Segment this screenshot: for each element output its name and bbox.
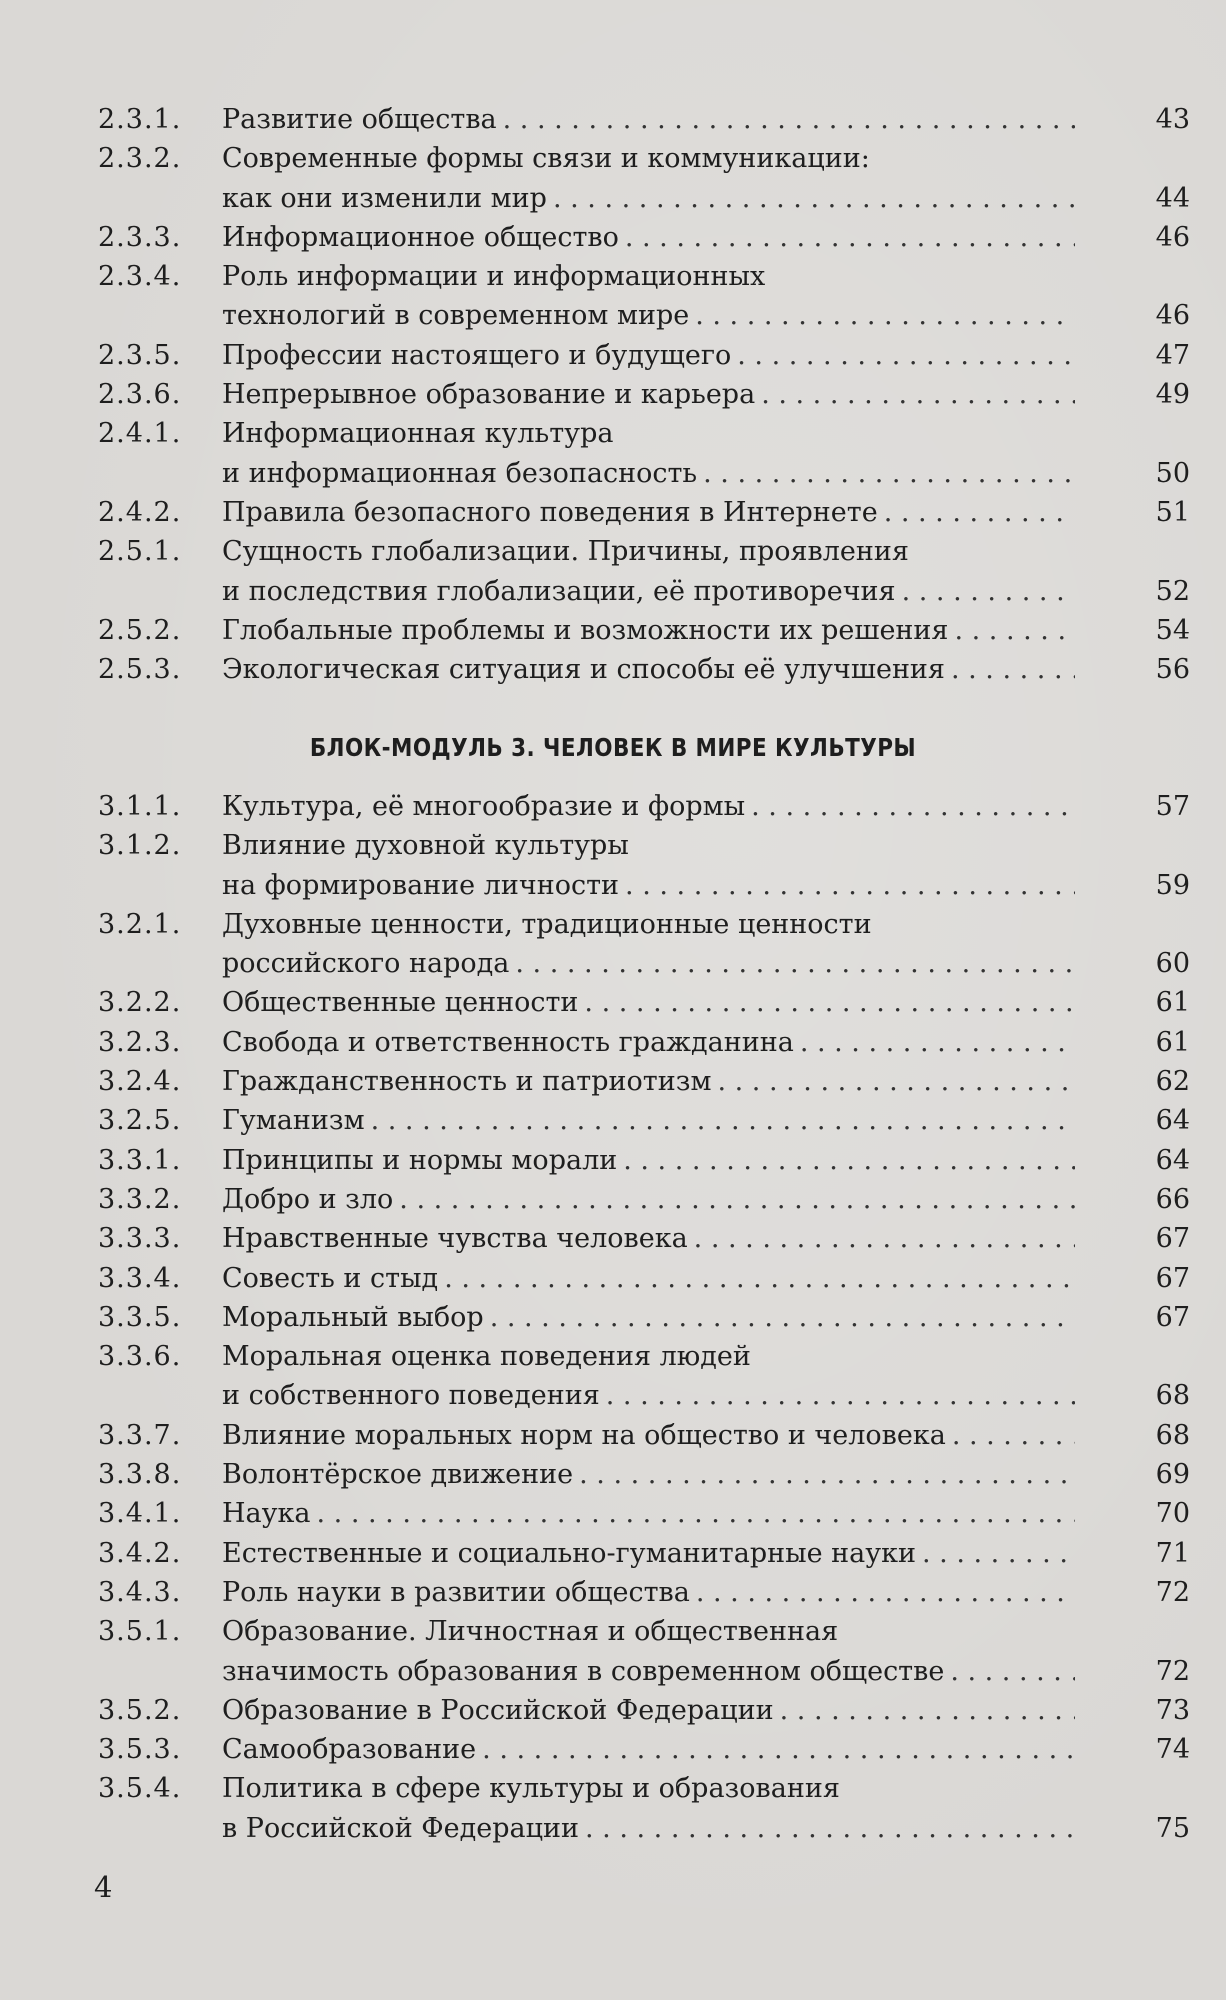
- toc-entry-page: 68: [1155, 1380, 1190, 1412]
- toc-entry-line: [98, 100, 1198, 139]
- toc-entry-line: [98, 866, 1198, 905]
- dot-leader: [371, 1101, 1075, 1140]
- toc-entry: [98, 787, 1198, 826]
- dot-leader: [490, 1298, 1075, 1337]
- toc-entry-title: Духовные ценности, традиционные ценности: [222, 908, 872, 940]
- toc-entry-page: 67: [1155, 1301, 1190, 1333]
- toc-entry-page: 44: [1155, 182, 1190, 214]
- dot-leader: [625, 866, 1075, 905]
- toc-entry-title: и последствия глобализации, её противоречия: [222, 575, 896, 607]
- dot-leader: [696, 1573, 1075, 1612]
- toc-entry-title: Нравственные чувства человека: [222, 1223, 688, 1255]
- toc-entry-title: и информационная безопасность: [222, 457, 698, 489]
- toc-entry-number: 3.3.3.: [98, 1223, 182, 1255]
- toc-entry-page: 71: [1155, 1537, 1190, 1569]
- toc-entry-page: 70: [1155, 1498, 1190, 1530]
- toc-entry-title: Общественные ценности: [222, 987, 579, 1019]
- toc-entry-number: 2.3.5.: [98, 339, 182, 371]
- dot-leader: [579, 1455, 1075, 1494]
- toc-entry-title: Сущность глобализации. Причины, проявления: [222, 536, 909, 568]
- toc-entry-line: [98, 1062, 1198, 1101]
- toc-entry-number: 2.5.1.: [98, 536, 182, 568]
- toc-entry-title: Совесть и стыд: [222, 1262, 439, 1294]
- toc-entry-page: 49: [1155, 379, 1190, 411]
- toc-entry-line: [98, 787, 1198, 826]
- toc-entry-number: 2.3.2.: [98, 143, 182, 175]
- toc-entry-number: 3.2.5.: [98, 1105, 182, 1137]
- toc-entry-line: [98, 1023, 1198, 1062]
- toc-entry-number: 3.3.2.: [98, 1183, 182, 1215]
- toc-entry: [98, 532, 1198, 611]
- dot-leader: [902, 572, 1075, 611]
- toc-entry-title: Влияние духовной культуры: [222, 830, 629, 862]
- toc-entry-page: 75: [1155, 1812, 1190, 1844]
- toc-entry: [98, 1534, 1198, 1573]
- dot-leader: [761, 375, 1075, 414]
- toc-entry-number: 3.5.1.: [98, 1616, 182, 1648]
- toc-entry-page: 56: [1155, 654, 1190, 686]
- toc-entry-number: 3.2.1.: [98, 908, 182, 940]
- toc-entry-title: Развитие общества: [222, 104, 497, 135]
- toc-entry: [98, 139, 1198, 218]
- dot-leader: [606, 1376, 1075, 1415]
- toc-entry-page: 68: [1155, 1419, 1190, 1451]
- toc-entry-title: Самообразование: [222, 1734, 477, 1766]
- toc-entry-title: Моральная оценка поведения людей: [222, 1341, 751, 1373]
- toc-entry-title: Наука: [222, 1498, 311, 1530]
- toc-entry: [98, 1455, 1198, 1494]
- toc-entry-page: 72: [1155, 1576, 1190, 1608]
- toc-entry-number: 3.4.3.: [98, 1576, 182, 1608]
- toc-entry: [98, 414, 1198, 493]
- toc-entry-line: [98, 826, 1198, 865]
- toc-entry-title: Правила безопасного поведения в Интернете: [222, 496, 878, 528]
- block-module-heading: БЛОК-МОДУЛЬ 3. ЧЕЛОВЕК В МИРЕ КУЛЬТУРЫ: [309, 733, 917, 762]
- toc-entry-number: 2.3.3.: [98, 221, 182, 253]
- toc-entry-title: как они изменили мир: [222, 182, 547, 214]
- toc-entry-number: 3.5.4.: [98, 1773, 182, 1805]
- toc-entry-page: 64: [1155, 1144, 1190, 1176]
- toc-entry: [98, 905, 1198, 984]
- dot-leader: [317, 1494, 1075, 1533]
- toc-entry-line: [98, 1494, 1198, 1533]
- toc-entry-title: Глобальные проблемы и возможности их решения: [222, 614, 949, 646]
- toc-entry-number: 3.5.2.: [98, 1694, 182, 1726]
- dot-leader: [482, 1730, 1075, 1769]
- dot-leader: [444, 1259, 1075, 1298]
- toc-entry-page: 64: [1155, 1105, 1190, 1137]
- toc-entry: [98, 1141, 1198, 1180]
- toc-entry-title: Роль науки в развитии общества: [222, 1576, 690, 1608]
- toc-entry-title: и собственного поведения: [222, 1380, 600, 1412]
- toc-entry-title: российского народа: [222, 948, 510, 980]
- toc-entry: [98, 1730, 1198, 1769]
- toc-entry-line: [98, 1259, 1198, 1298]
- toc-entry-number: 2.5.2.: [98, 614, 182, 646]
- toc-entry-title: Образование. Личностная и общественная: [222, 1616, 839, 1648]
- dot-leader: [623, 1141, 1075, 1180]
- toc-entry-title: Свобода и ответственность гражданина: [222, 1026, 794, 1058]
- dot-leader: [553, 179, 1075, 218]
- dot-leader: [954, 611, 1075, 650]
- dot-leader: [952, 1416, 1075, 1455]
- toc-entry: [98, 611, 1198, 650]
- toc-entry-page: 61: [1155, 1026, 1190, 1058]
- dot-leader: [800, 1023, 1075, 1062]
- toc-entry-line: [98, 218, 1198, 257]
- dot-leader: [625, 218, 1075, 257]
- dot-leader: [922, 1534, 1075, 1573]
- toc-entry-line: [98, 1612, 1198, 1651]
- toc-entry-line: [98, 1769, 1198, 1808]
- toc-entry-line: [98, 493, 1198, 532]
- toc-entry-number: 3.3.5.: [98, 1301, 182, 1333]
- dot-leader: [717, 1062, 1075, 1101]
- toc-entry-title: на формирование личности: [222, 869, 620, 901]
- toc-entry: [98, 257, 1198, 336]
- toc-entry-line: [98, 532, 1198, 571]
- toc-entry: [98, 1573, 1198, 1612]
- toc-entry-title: Культура, её многообразие и формы: [222, 791, 746, 822]
- dot-leader: [780, 1691, 1075, 1730]
- toc-entry: [98, 493, 1198, 532]
- toc-entry-line: [98, 1180, 1198, 1219]
- toc-entry-line: [98, 983, 1198, 1022]
- toc-entry-line: [98, 1101, 1198, 1140]
- toc-entry-line: [98, 1691, 1198, 1730]
- toc-entry-title: Профессии настоящего и будущего: [222, 339, 732, 371]
- toc-entry-title: Естественные и социально-гуманитарные науки: [222, 1537, 916, 1569]
- toc-entry-line: [98, 454, 1198, 493]
- toc-entry: [98, 218, 1198, 257]
- dot-leader: [503, 100, 1075, 139]
- toc-entry-title: Гуманизм: [222, 1105, 365, 1137]
- toc-entry-number: 3.4.2.: [98, 1537, 182, 1569]
- toc-entry-page: 67: [1155, 1223, 1190, 1255]
- toc-entry-number: 2.4.2.: [98, 496, 182, 528]
- toc-entry-number: 2.3.1.: [98, 104, 182, 135]
- dot-leader: [585, 1809, 1075, 1848]
- toc-entry: [98, 1219, 1198, 1258]
- toc-section-block-3: [98, 787, 1198, 1848]
- dot-leader: [694, 1219, 1075, 1258]
- toc-entry-page: 47: [1155, 339, 1190, 371]
- toc-entry-line: [98, 1730, 1198, 1769]
- toc-entry-title: Информационное общество: [222, 221, 619, 253]
- toc-entry: [98, 1023, 1198, 1062]
- dot-leader: [751, 787, 1075, 826]
- toc-entry-number: 3.5.3.: [98, 1734, 182, 1766]
- toc-entry: [98, 1298, 1198, 1337]
- toc-entry-number: 3.3.6.: [98, 1341, 182, 1373]
- toc-entry-number: 2.4.1.: [98, 418, 182, 450]
- toc-entry-line: [98, 179, 1198, 218]
- toc-entry-line: [98, 1141, 1198, 1180]
- toc-entry-page: 46: [1155, 221, 1190, 253]
- toc-entry-page: 43: [1155, 104, 1190, 135]
- toc-entry-line: [98, 1376, 1198, 1415]
- toc-entry-number: 3.3.8.: [98, 1459, 182, 1491]
- toc-entry-page: 50: [1155, 457, 1190, 489]
- toc-entry: [98, 1180, 1198, 1219]
- toc-entry: [98, 1101, 1198, 1140]
- toc-entry-title: Современные формы связи и коммуникации:: [222, 143, 870, 175]
- dot-leader: [951, 650, 1075, 689]
- toc-entry: [98, 1494, 1198, 1533]
- dot-leader: [737, 336, 1075, 375]
- dot-leader: [884, 493, 1075, 532]
- toc-entry-line: [98, 1298, 1198, 1337]
- toc-entry-line: [98, 1534, 1198, 1573]
- toc-entry-title: Роль информации и информационных: [222, 261, 766, 293]
- toc-entry-number: 3.4.1.: [98, 1498, 182, 1530]
- dot-leader: [584, 983, 1075, 1022]
- toc-entry-title: Волонтёрское движение: [222, 1459, 574, 1491]
- dot-leader: [515, 944, 1075, 983]
- toc-entry-title: Экологическая ситуация и способы её улучшения: [222, 654, 945, 686]
- toc-entry-line: [98, 611, 1198, 650]
- toc-entry-line: [98, 944, 1198, 983]
- toc-entry-title: Непрерывное образование и карьера: [222, 379, 756, 411]
- toc-entry: [98, 1691, 1198, 1730]
- toc-entry-line: [98, 296, 1198, 335]
- toc-entry-page: 62: [1155, 1066, 1190, 1098]
- toc-entry-title: Образование в Российской Федерации: [222, 1694, 774, 1726]
- toc-entry-line: [98, 1337, 1198, 1376]
- toc-entry-line: [98, 572, 1198, 611]
- toc-entry-page: 69: [1155, 1459, 1190, 1491]
- toc-entry-title: в Российской Федерации: [222, 1812, 579, 1844]
- toc-entry: [98, 1337, 1198, 1416]
- toc-entry-number: 3.3.4.: [98, 1262, 182, 1294]
- dot-leader: [399, 1180, 1075, 1219]
- toc-entry-title: Моральный выбор: [222, 1301, 484, 1333]
- toc-entry-number: 3.1.2.: [98, 830, 182, 862]
- toc-entry: [98, 1259, 1198, 1298]
- toc-entry-title: значимость образования в современном обществе: [222, 1655, 945, 1687]
- toc-entry-page: 54: [1155, 614, 1190, 646]
- toc-entry-page: 59: [1155, 869, 1190, 901]
- toc-entry: [98, 375, 1198, 414]
- toc-entry-page: 46: [1155, 300, 1190, 332]
- toc-entry-line: [98, 375, 1198, 414]
- toc-entry-line: [98, 139, 1198, 178]
- toc-entry-line: [98, 1652, 1198, 1691]
- dot-leader: [703, 454, 1075, 493]
- toc-entry: [98, 336, 1198, 375]
- toc-entry: [98, 1612, 1198, 1691]
- toc-entry-number: 3.1.1.: [98, 791, 182, 822]
- toc-entry-number: 2.3.6.: [98, 379, 182, 411]
- toc-entry-number: 3.2.2.: [98, 987, 182, 1019]
- toc-entry-line: [98, 1809, 1198, 1848]
- toc-entry-number: 3.3.7.: [98, 1419, 182, 1451]
- toc-entry-title: Принципы и нормы морали: [222, 1144, 618, 1176]
- toc-entry-line: [98, 650, 1198, 689]
- toc-entry-line: [98, 1219, 1198, 1258]
- toc-entry-number: 2.5.3.: [98, 654, 182, 686]
- toc-entry-line: [98, 1416, 1198, 1455]
- toc-entry-line: [98, 1455, 1198, 1494]
- toc-entry: [98, 1769, 1198, 1848]
- toc-entry-page: 66: [1155, 1183, 1190, 1215]
- toc-entry-page: 73: [1155, 1694, 1190, 1726]
- toc-entry-page: 51: [1155, 496, 1190, 528]
- toc-entry: [98, 650, 1198, 689]
- toc-entry-page: 67: [1155, 1262, 1190, 1294]
- dot-leader: [950, 1652, 1075, 1691]
- toc-entry-page: 52: [1155, 575, 1190, 607]
- toc-entry-page: 57: [1155, 791, 1190, 822]
- toc-entry-number: 3.2.3.: [98, 1026, 182, 1058]
- toc-entry-page: 74: [1155, 1734, 1190, 1766]
- toc-entry-number: 3.2.4.: [98, 1066, 182, 1098]
- toc-entry: [98, 100, 1198, 139]
- toc-section-block-2: [98, 100, 1198, 689]
- toc-entry: [98, 983, 1198, 1022]
- page-number-folio: 4: [94, 1870, 113, 1904]
- toc-entry-title: технологий в современном мире: [222, 300, 690, 332]
- toc-entry-number: 3.3.1.: [98, 1144, 182, 1176]
- toc-entry-number: 2.3.4.: [98, 261, 182, 293]
- toc-entry-title: Информационная культура: [222, 418, 614, 450]
- toc-entry-line: [98, 257, 1198, 296]
- toc-entry-page: 72: [1155, 1655, 1190, 1687]
- toc-entry-page: 60: [1155, 948, 1190, 980]
- toc-entry-line: [98, 414, 1198, 453]
- toc-entry: [98, 1062, 1198, 1101]
- toc-entry-line: [98, 336, 1198, 375]
- toc-entry-title: Добро и зло: [222, 1183, 394, 1215]
- dot-leader: [695, 296, 1075, 335]
- toc-entry-line: [98, 1573, 1198, 1612]
- toc-entry-title: Гражданственность и патриотизм: [222, 1066, 712, 1098]
- toc-entry-title: Политика в сфере культуры и образования: [222, 1773, 840, 1805]
- toc-entry-title: Влияние моральных норм на общество и человека: [222, 1419, 946, 1451]
- toc-entry: [98, 1416, 1198, 1455]
- toc-entry: [98, 826, 1198, 905]
- toc-entry-page: 61: [1155, 987, 1190, 1019]
- toc-entry-line: [98, 905, 1198, 944]
